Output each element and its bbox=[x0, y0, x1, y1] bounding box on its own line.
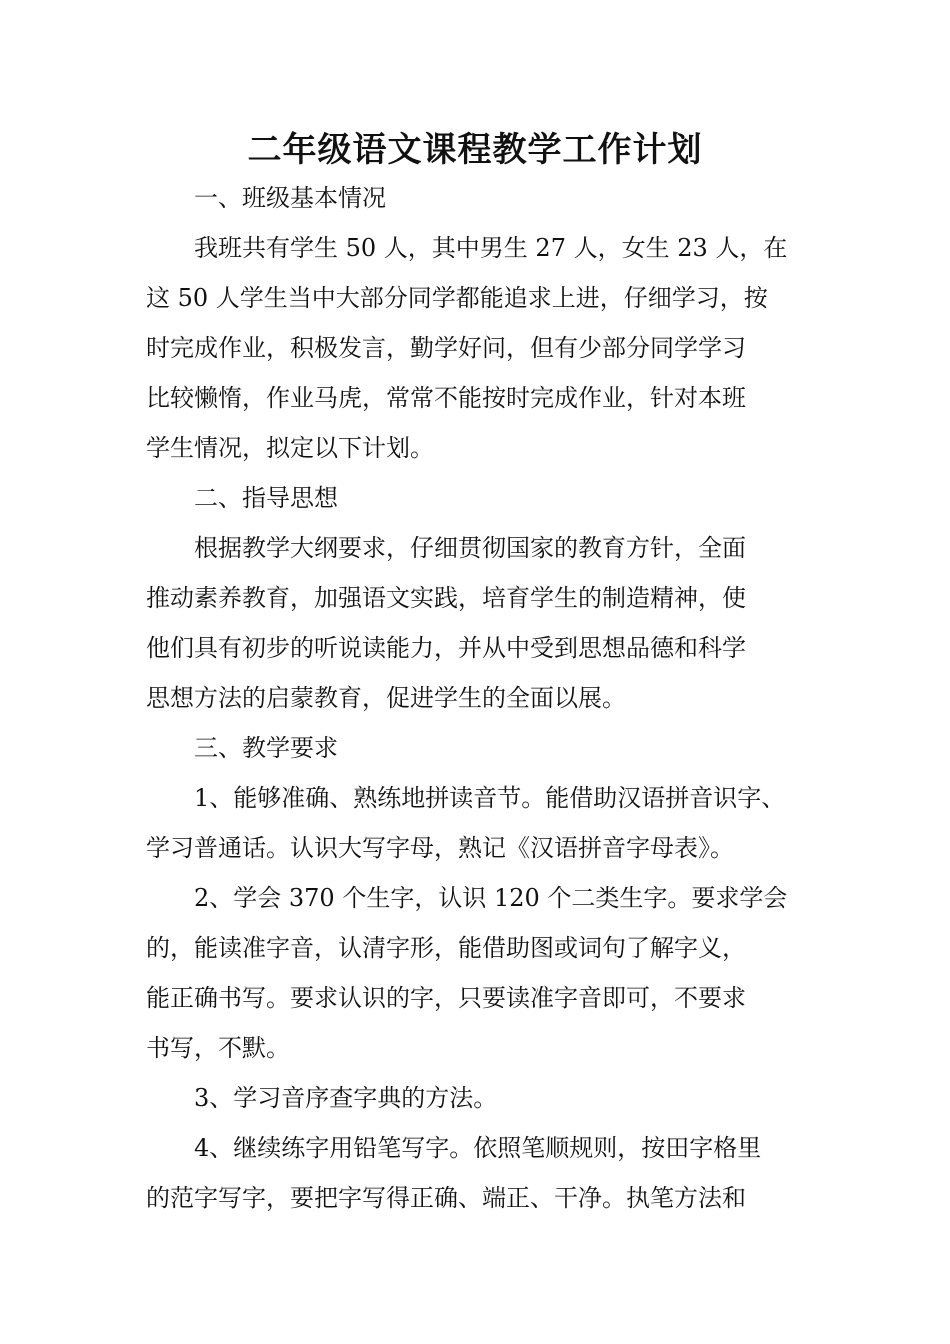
paragraph-line: 的，能读准字音，认清字形，能借助图或词句了解字义， bbox=[146, 934, 746, 962]
paragraph-line: 学生情况，拟定以下计划。 bbox=[146, 434, 434, 462]
section-heading-teaching-requirements: 三、教学要求 bbox=[194, 734, 338, 762]
paragraph-line: 比较懒惰，作业马虎，常常不能按时完成作业，针对本班 bbox=[146, 384, 746, 412]
section-heading-guiding-thought: 二、指导思想 bbox=[194, 484, 338, 512]
paragraph-line: 能正确书写。要求认识的字，只要读准字音即可，不要求 bbox=[146, 984, 746, 1012]
paragraph-line: 思想方法的启蒙教育，促进学生的全面以展。 bbox=[146, 684, 626, 712]
paragraph-line: 时完成作业，积极发言，勤学好问，但有少部分同学学习 bbox=[146, 334, 746, 362]
paragraph-line: 2、学会 370 个生字，认识 120 个二类生字。要求学会 bbox=[194, 884, 788, 912]
document-title: 二年级语文课程教学工作计划 bbox=[247, 130, 703, 170]
paragraph-line: 1、能够准确、熟练地拼读音节。能借助汉语拼音识字、 bbox=[194, 784, 786, 812]
paragraph-line: 我班共有学生 50 人，其中男生 27 人，女生 23 人，在 bbox=[194, 234, 788, 262]
paragraph-line: 3、学习音序查字典的方法。 bbox=[194, 1084, 498, 1112]
paragraph-line: 的范字写字，要把字写得正确、端正、干净。执笔方法和 bbox=[146, 1184, 746, 1212]
paragraph-line: 他们具有初步的听说读能力，并从中受到思想品德和科学 bbox=[146, 634, 746, 662]
paragraph-line: 根据教学大纲要求，仔细贯彻国家的教育方针，全面 bbox=[194, 534, 746, 562]
paragraph-line: 4、继续练字用铅笔写字。依照笔顺规则，按田字格里 bbox=[194, 1134, 762, 1162]
section-heading-class-info: 一、班级基本情况 bbox=[194, 184, 386, 212]
paragraph-line: 书写，不默。 bbox=[146, 1034, 290, 1062]
paragraph-line: 这 50 人学生当中大部分同学都能追求上进，仔细学习，按 bbox=[146, 284, 768, 312]
paragraph-line: 推动素养教育，加强语文实践，培育学生的制造精神，使 bbox=[146, 584, 746, 612]
paragraph-line: 学习普通话。认识大写字母，熟记《汉语拼音字母表》。 bbox=[146, 834, 734, 862]
